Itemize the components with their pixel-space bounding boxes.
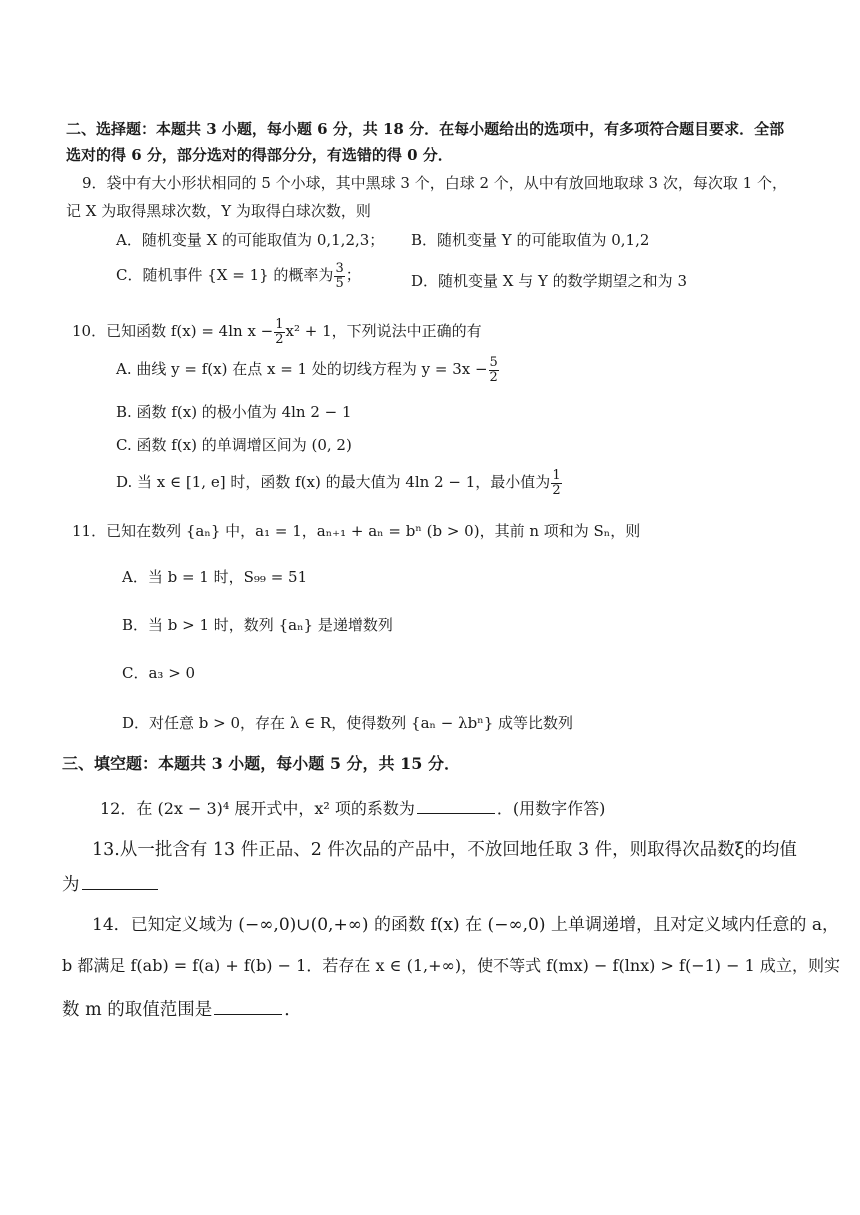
fraction-denominator: 2	[275, 331, 284, 347]
q9-stem-line1: 9．袋中有大小形状相同的 5 个小球，其中黑球 3 个，白球 2 个，从中有放回地取球 3 次，每次取 1 个，	[82, 174, 787, 192]
fraction-numerator: 5	[489, 355, 498, 370]
fraction-numerator: 1	[552, 468, 561, 483]
q12-answer-blank	[417, 812, 495, 814]
q9-stem-line2: 记 X 为取得黑球次数，Y 为取得白球次数，则	[66, 202, 371, 220]
q10-stem-text: 10．已知函数 f(x) = 4ln x −	[72, 322, 274, 341]
q10-stem-tail: x² + 1，下列说法中正确的有	[285, 322, 482, 341]
q12-line	[100, 796, 605, 819]
q14-line3-tail: ．	[284, 1000, 302, 1020]
q9-option-c-fraction	[334, 262, 344, 290]
q10-option-d-fraction	[551, 469, 561, 497]
q10-option-a-text: A. 曲线 y = f(x) 在点 x = 1 处的切线方程为 y = 3x −	[116, 360, 488, 379]
q10-option-c: C. 函数 f(x) 的单调增区间为 (0, 2)	[116, 436, 352, 454]
q10-option-d	[116, 469, 563, 497]
q10-option-a-fraction	[489, 356, 499, 384]
section3-heading: 三、填空题：本题共 3 小题，每小题 5 分，共 15 分．	[62, 754, 460, 773]
fraction-denominator: 5	[335, 275, 344, 291]
section2-heading-line1: 二、选择题：本题共 3 小题，每小题 6 分，共 18 分．在每小题给出的选项中，有多项符合题目要求．全部	[66, 120, 785, 138]
q10-option-d-text: D. 当 x ∈ [1, e] 时，函数 f(x) 的最大值为 4ln 2 − 1，最小值为	[116, 473, 551, 492]
q14-line3-text: 数 m 的取值范围是	[62, 1000, 213, 1020]
q11-option-a: A．当 b = 1 时，S₉₉ = 51	[122, 568, 308, 586]
q14-answer-blank	[214, 1013, 282, 1015]
fraction-denominator: 2	[552, 482, 561, 498]
q11-option-b: B．当 b > 1 时，数列 {aₙ} 是递增数列	[122, 616, 393, 634]
q9-option-c-tail: ；	[345, 266, 361, 285]
q11-option-c: C．a₃ > 0	[122, 664, 196, 682]
q10-stem-fraction	[274, 318, 284, 346]
q13-answer-blank	[82, 888, 158, 890]
q13-line2	[62, 871, 160, 896]
fraction-numerator: 3	[335, 261, 344, 276]
q13-line2-text: 为	[62, 875, 80, 895]
q10-stem	[72, 318, 482, 346]
q12-tail: ．(用数字作答)	[496, 799, 606, 818]
q12-text: 12．在 (2x − 3)⁴ 展开式中，x² 项的系数为	[100, 799, 415, 818]
section2-heading-line2: 选对的得 6 分，部分选对的得部分分，有选错的得 0 分．	[66, 146, 453, 164]
q9-option-c	[116, 262, 361, 290]
q11-option-d: D．对任意 b > 0，存在 λ ∈ R，使得数列 {aₙ − λbⁿ} 成等比数列	[122, 714, 574, 732]
q10-option-b: B. 函数 f(x) 的极小值为 4ln 2 − 1	[116, 403, 352, 421]
fraction-denominator: 2	[489, 369, 498, 385]
q13-line1: 13.从一批含有 13 件正品、2 件次品的产品中，不放回地任取 3 件，则取得次品数ξ的均值	[92, 840, 797, 860]
q9-option-b: B．随机变量 Y 的可能取值为 0,1,2	[411, 231, 650, 249]
fraction-numerator: 1	[275, 317, 284, 332]
q9-option-c-text: C．随机事件 {X = 1} 的概率为	[116, 266, 334, 285]
q14-line3	[62, 996, 302, 1021]
q9-option-a: A．随机变量 X 的可能取值为 0,1,2,3；	[116, 231, 385, 249]
q10-option-a	[116, 356, 500, 384]
q14-line1: 14．已知定义域为 (−∞,0)∪(0,+∞) 的函数 f(x) 在 (−∞,0) 上单调递增，且对定义域内任意的 a，	[92, 915, 840, 935]
q9-option-d: D．随机变量 X 与 Y 的数学期望之和为 3	[411, 272, 687, 290]
q14-line2: b 都满足 f(ab) = f(a) + f(b) − 1．若存在 x ∈ (1,+∞)，使不等式 f(mx) − f(lnx) > f(−1) − 1 成立，则实	[62, 956, 841, 975]
q11-stem: 11．已知在数列 {aₙ} 中，a₁ = 1，aₙ₊₁ + aₙ = bⁿ (b > 0)，其前 n 项和为 Sₙ，则	[72, 522, 641, 540]
